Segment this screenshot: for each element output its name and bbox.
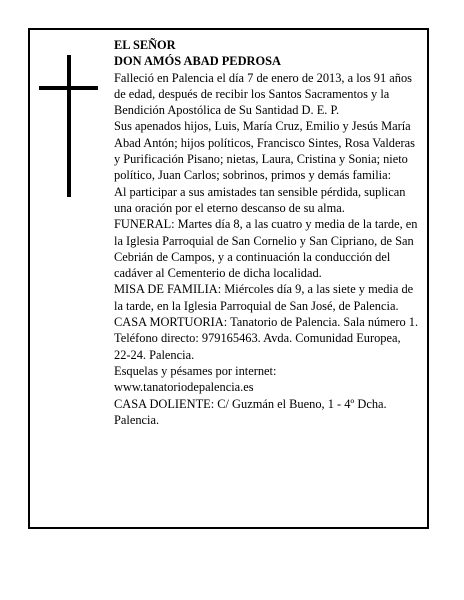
funeral-info: FUNERAL: Martes día 8, a las cuatro y media de la tarde, en la Iglesia Parroquial de San Cornelio y San Cipriano, de San Cebrián de Campos, y a continuación la conducción del cadáver al Cementerio de dicha localidad.	[114, 217, 418, 281]
condolences-website: www.tanatoriodepalencia.es	[114, 380, 254, 395]
family-mass-info: MISA DE FAMILIA: Miércoles día 9, a las siete y media de la tarde, en la Iglesia Parroquial de San José, de Palencia.	[114, 282, 414, 313]
deceased-name: DON AMÓS ABAD PEDROSA	[114, 54, 281, 69]
condolences-label: Esquelas y pésames por internet:	[114, 363, 277, 378]
cross-horizontal-bar	[39, 86, 98, 90]
death-announcement: Falleció en Palencia el día 7 de enero de 2013, a los 91 años de edad, después de recibir los Santos Sacramentos y la Bendición Apostólica de Su Santidad D. E. P.	[114, 70, 412, 118]
funeral-home-info: CASA MORTUORIA: Tanatorio de Palencia. Sala número 1. Teléfono directo: 979165463. Avda. Comunidad Europea, 22-24. Palencia.	[114, 315, 419, 362]
family-list: Sus apenados hijos, Luis, María Cruz, Emilio y Jesús María Abad Antón; hijos políticos, Francisco Sintes, Rosa Valderas y Purificación Pisano; nietas, Laura, Cristina y Sonia; nieto político, Juan Carlos; sobrinos, primos y demás familia:	[114, 119, 415, 183]
notice-text	[114, 37, 419, 428]
grieving-home-address: CASA DOLIENTE: C/ Guzmán el Bueno, 1 - 4º Dcha. Palencia.	[114, 396, 387, 427]
prayer-request: Al participar a sus amistades tan sensible pérdida, suplican una oración por el eterno descanso de su alma.	[114, 184, 406, 215]
notice-title: EL SEÑOR	[114, 38, 176, 52]
cross-vertical-bar	[67, 55, 71, 197]
